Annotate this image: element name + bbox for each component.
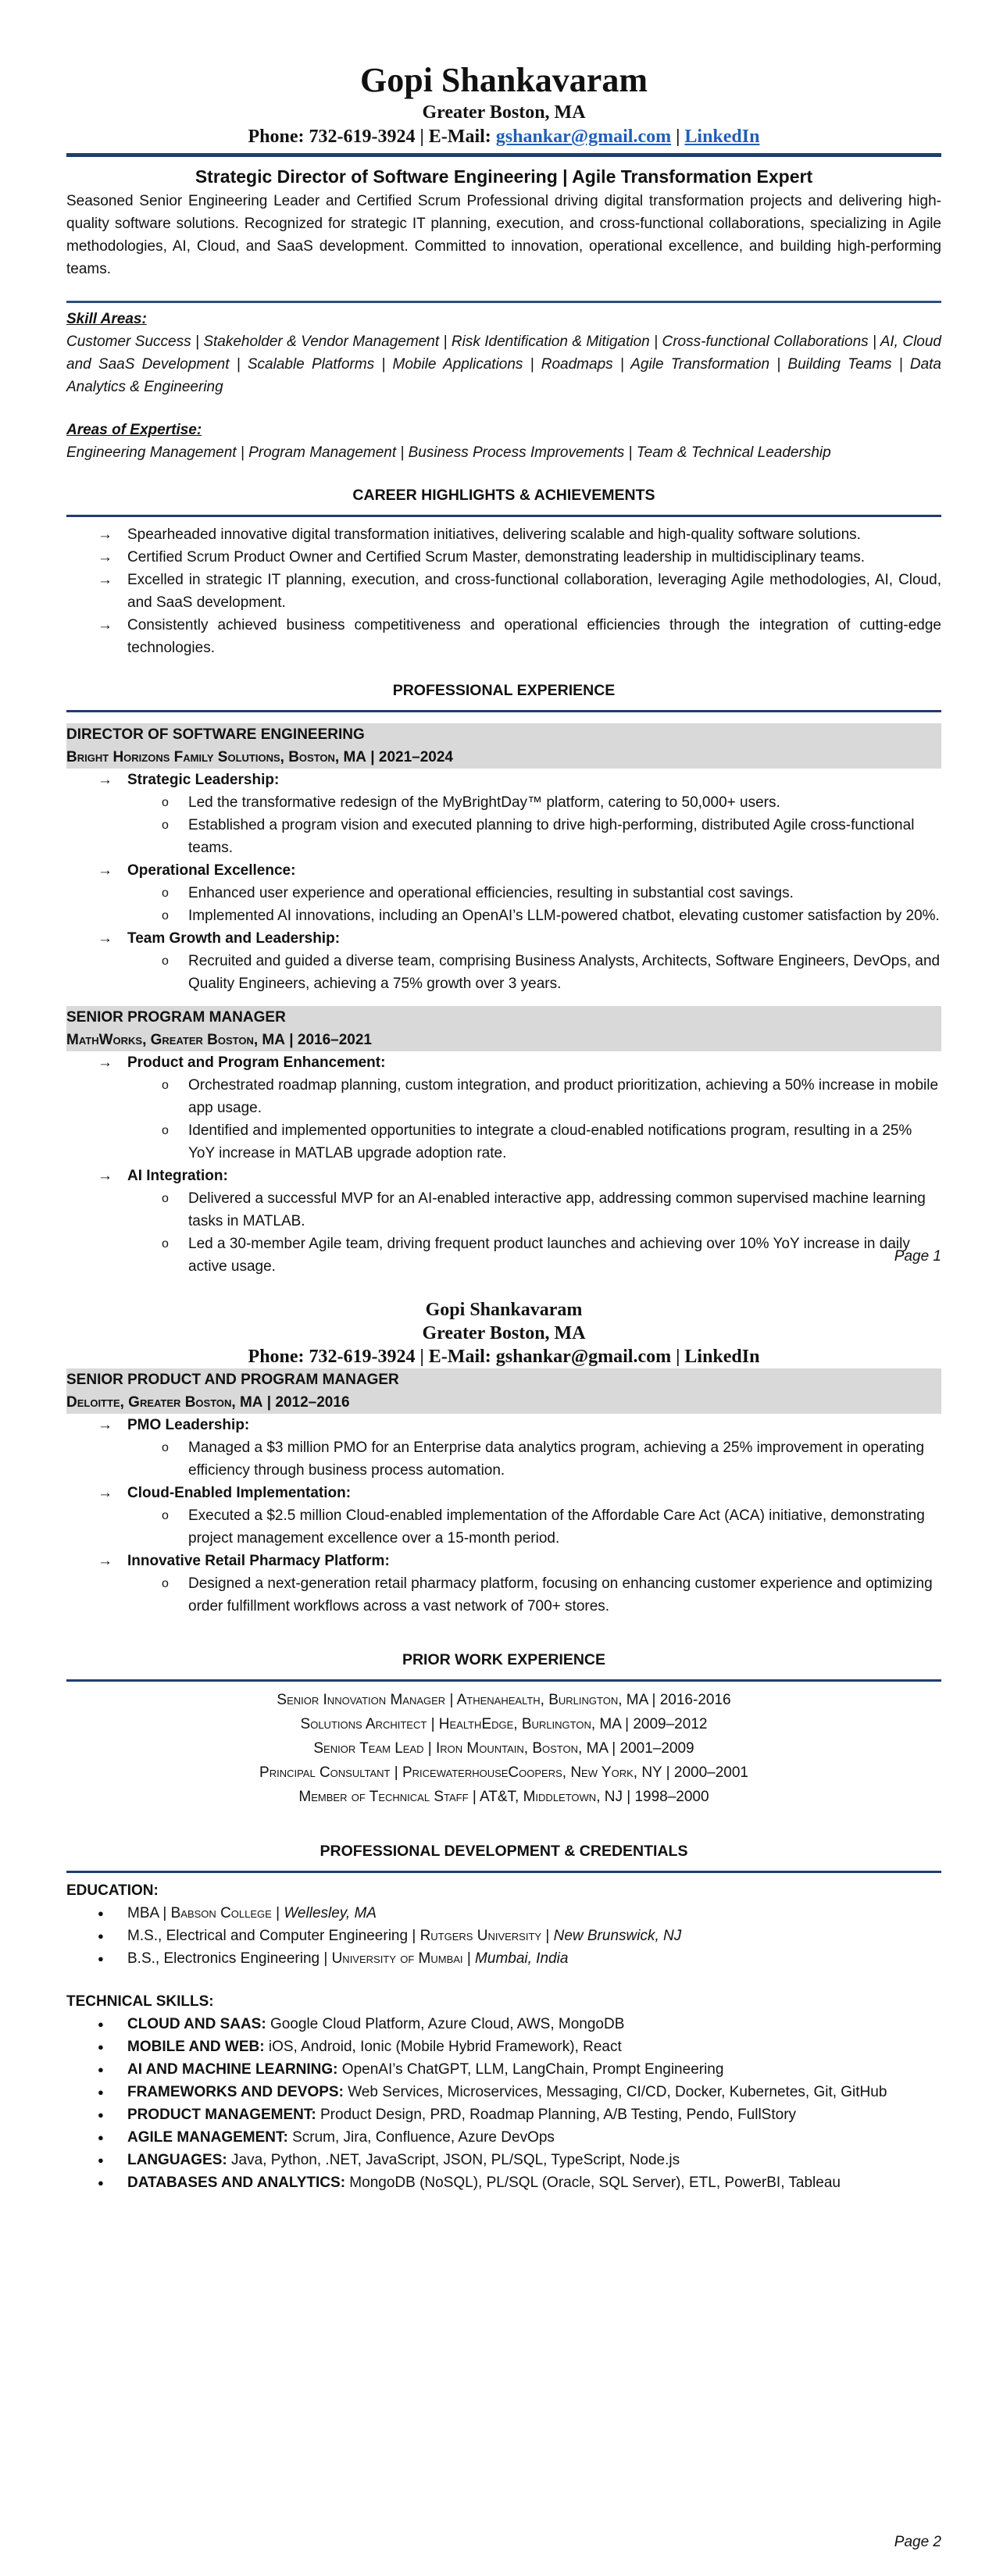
skill-category: FRAMEWORKS AND DEVOPS: (127, 2084, 344, 2100)
linkedin-link[interactable]: LinkedIn (684, 127, 760, 147)
tech-skill-item (98, 2149, 941, 2171)
divider (66, 515, 941, 517)
skill-category: AI AND MACHINE LEARNING: (127, 2061, 338, 2078)
job-company: MathWorks, Greater Boston, MA (66, 1032, 285, 1048)
job-company: Deloitte, Greater Boston, MA (66, 1394, 263, 1411)
category-heading: → Cloud-Enabled Implementation: (127, 1485, 352, 1501)
education-item: ● MBA | Babson College | Wellesley, MA (98, 1902, 941, 1925)
location: Greater Boston, MA (422, 1323, 586, 1343)
contact-line (66, 125, 941, 148)
job-category (98, 927, 941, 995)
email-link[interactable]: gshankar@gmail.com (495, 127, 672, 147)
job-header (66, 1368, 941, 1414)
page-number: Page 1 (894, 1248, 941, 1265)
skill-areas-label: Skill Areas: (66, 311, 147, 327)
header-divider (66, 153, 941, 157)
job-dates: | 2016–2021 (285, 1032, 372, 1048)
achievement-list (127, 1504, 941, 1550)
skill-values: iOS, Android, Ionic (Mobile Hybrid Framework), React (264, 2039, 622, 2055)
expertise-label: Areas of Expertise: (66, 422, 202, 438)
contact-line: Phone: 732-619-3924 | E-Mail: gshankar@gmail.com | LinkedIn (248, 1347, 760, 1367)
skill-values: MongoDB (NoSQL), PL/SQL (Oracle, SQL Server), ETL, PowerBI, Tableau (345, 2175, 841, 2191)
category-heading: → Operational Excellence: (127, 862, 296, 879)
school: Rutgers University (419, 1928, 542, 1944)
degree: M.S., Electrical and Computer Engineering | (127, 1928, 420, 1944)
achievement-list (127, 791, 941, 859)
headline: Strategic Director of Software Engineering | Agile Transformation Expert (195, 166, 813, 187)
job-dates: | 2021–2024 (366, 749, 453, 765)
separator: | (671, 127, 685, 147)
job-categories (66, 1414, 941, 1618)
education-item: ● B.S., Electronics Engineering | University of Mumbai | Mumbai, India (98, 1947, 941, 1970)
tech-skill-item (98, 2013, 941, 2035)
job-category (98, 1550, 941, 1618)
achievement-item: o Designed a next-generation retail pharmacy platform, focusing on enhancing customer experience and optimizing order fulfillment workflows across a vast network of 700+ stores. (159, 1572, 941, 1618)
job-category (98, 1051, 941, 1165)
job-categories (66, 1051, 941, 1278)
education-item: ● M.S., Electrical and Computer Engineering | Rutgers University | New Brunswick, NJ (98, 1925, 941, 1947)
job-category (98, 1482, 941, 1550)
job-category (98, 1165, 941, 1278)
highlight-item: → Consistently achieved business competitiveness and operational efficiencies through the integration of cutting-edge technologies. (98, 614, 941, 659)
skill-values: Google Cloud Platform, Azure Cloud, AWS, MongoDB (266, 2016, 625, 2032)
achievement-item: o Delivered a successful MVP for an AI-enabled interactive app, addressing common supervised machine learning tasks in MATLAB. (159, 1187, 941, 1233)
achievement-item: o Implemented AI innovations, including an OpenAI’s LLM-powered chatbot, elevating customer satisfaction by 20%. (159, 904, 941, 927)
skill-values: Product Design, PRD, Roadmap Planning, A/B Testing, Pendo, FullStory (316, 2107, 797, 2123)
job-header (66, 723, 941, 769)
achievement-item: o Managed a $3 million PMO for an Enterprise data analytics program, achieving a 25% improvement in operating efficiency through business process automation. (159, 1436, 941, 1482)
tech-skill-item (98, 2081, 941, 2103)
job-category (98, 769, 941, 859)
skill-values: OpenAI’s ChatGPT, LLM, LangChain, Prompt Engineering (337, 2061, 724, 2078)
job-title: DIRECTOR OF SOFTWARE ENGINEERING (66, 726, 365, 743)
highlight-item: → Spearheaded innovative digital transformation initiatives, delivering scalable and high-quality software solutions. (98, 523, 941, 546)
resume-page-2 (66, 1298, 941, 2194)
education-list (66, 1902, 941, 1970)
category-heading: → AI Integration: (127, 1168, 228, 1184)
job-title: SENIOR PRODUCT AND PROGRAM MANAGER (66, 1372, 399, 1388)
education-label: EDUCATION: (66, 1882, 159, 1899)
achievement-list (127, 950, 941, 995)
job-company-line (66, 1029, 941, 1051)
experience-heading: PROFESSIONAL EXPERIENCE (392, 682, 616, 699)
prior-job: Senior Innovation Manager | Athenahealth, Burlington, MA | 2016-2016 (277, 1692, 731, 1708)
job-company: Bright Horizons Family Solutions, Boston, MA (66, 749, 367, 765)
tech-skills-label: TECHNICAL SKILLS: (66, 1993, 214, 2010)
highlight-item: → Excelled in strategic IT planning, execution, and cross-functional collaboration, leveraging Agile methodologies, AI, Cloud, and SaaS development. (98, 569, 941, 614)
highlight-item: → Certified Scrum Product Owner and Certified Scrum Master, demonstrating leadership in multidisciplinary teams. (98, 546, 941, 569)
job-dates: | 2012–2016 (262, 1394, 350, 1411)
achievement-item: o Established a program vision and executed planning to drive high-performing, distributed Agile cross-functional teams. (159, 814, 941, 859)
prior-list (66, 1688, 941, 1809)
skill-category: LANGUAGES: (127, 2152, 227, 2168)
tech-skill-item (98, 2058, 941, 2081)
school-location: Wellesley, MA (284, 1905, 377, 1921)
school: University of Mumbai (331, 1950, 463, 1967)
school-location: New Brunswick, NJ (553, 1928, 682, 1944)
credentials-heading: PROFESSIONAL DEVELOPMENT & CREDENTIALS (320, 1843, 688, 1860)
location: Greater Boston, MA (422, 102, 586, 123)
degree: B.S., Electronics Engineering | (127, 1950, 332, 1967)
skill-category: MOBILE AND WEB: (127, 2039, 265, 2055)
job-title: SENIOR PROGRAM MANAGER (66, 1009, 286, 1026)
tech-skills-list (66, 2013, 941, 2194)
achievement-item: o Led the transformative redesign of the MyBrightDay™ platform, catering to 50,000+ users. (159, 791, 941, 814)
tech-skill-item (98, 2171, 941, 2194)
skill-category: PRODUCT MANAGEMENT: (127, 2107, 316, 2123)
candidate-name: Gopi Shankavaram (425, 1300, 583, 1320)
degree: MBA | (127, 1905, 171, 1921)
category-heading: → Team Growth and Leadership: (127, 930, 341, 947)
divider (66, 301, 941, 303)
summary: Seasoned Senior Engineering Leader and Certified Scrum Professional driving digital transformation projects and delivering high-quality software solutions. Recognized for strategic IT planning, execution, and cross-functional collaborations, specializing in Agile methodologies, AI, Cloud, and SaaS development. Committed to innovation, operational excellence, and building high-performing teams. (66, 193, 941, 277)
achievement-list (127, 1187, 941, 1278)
achievement-list (127, 1074, 941, 1165)
resume-page-1 (66, 61, 941, 1278)
skill-category: CLOUD AND SAAS: (127, 2016, 266, 2032)
divider (66, 1679, 941, 1682)
jobs-list (66, 723, 941, 1278)
phone-label: Phone: 732-619-3924 | E-Mail: (248, 127, 496, 147)
school: Babson College (170, 1905, 272, 1921)
achievement-item: o Identified and implemented opportunities to integrate a cloud-enabled notifications program, resulting in a 25% YoY increase in MATLAB upgrade adoption rate. (159, 1119, 941, 1165)
category-heading: → Strategic Leadership: (127, 772, 280, 788)
prior-job: Member of Technical Staff | AT&T, Middletown, NJ | 1998–2000 (298, 1789, 709, 1805)
tech-skill-item (98, 2126, 941, 2149)
expertise-text: Engineering Management | Program Management | Business Process Improvements | Team & Technical Leadership (66, 444, 831, 461)
page-number: Page 2 (894, 2534, 941, 2550)
prior-job: Principal Consultant | PricewaterhouseCoopers, New York, NY | 2000–2001 (259, 1764, 748, 1781)
achievement-item: o Orchestrated roadmap planning, custom integration, and product prioritization, achieving a 50% increase in mobile app usage. (159, 1074, 941, 1119)
skill-values: Java, Python, .NET, JavaScript, JSON, PL/SQL, TypeScript, Node.js (227, 2152, 680, 2168)
skill-category: AGILE MANAGEMENT: (127, 2129, 288, 2146)
skill-areas-text: Customer Success | Stakeholder & Vendor Management | Risk Identification & Mitigation | Cross-functional Collaborations | AI, Cloud and SaaS Development | Scalable Platforms | Mobile Applications | Roadmaps | Agile Transformation | Building Teams | Data Analytics & Engineering (66, 334, 941, 395)
prior-job: Senior Team Lead | Iron Mountain, Boston, MA | 2001–2009 (313, 1740, 694, 1757)
skill-category: DATABASES AND ANALYTICS: (127, 2175, 346, 2191)
achievement-item: o Led a 30-member Agile team, driving frequent product launches and achieving over 10% YoY increase in daily active usage. (159, 1233, 941, 1278)
school-location: Mumbai, India (475, 1950, 569, 1967)
prior-job: Solutions Architect | HealthEdge, Burlington, MA | 2009–2012 (300, 1716, 708, 1732)
tech-skill-item (98, 2035, 941, 2058)
job-company-line (66, 746, 941, 769)
candidate-name: Gopi Shankavaram (360, 61, 648, 99)
job-company-line (66, 1391, 941, 1414)
category-heading: → Product and Program Enhancement: (127, 1054, 386, 1071)
job-category (98, 1414, 941, 1482)
achievement-list (127, 1572, 941, 1618)
achievement-list (127, 1436, 941, 1482)
divider (66, 1871, 941, 1873)
prior-heading: PRIOR WORK EXPERIENCE (402, 1651, 606, 1668)
tech-skill-item (98, 2103, 941, 2126)
category-heading: → PMO Leadership: (127, 1417, 250, 1433)
highlights-list (66, 523, 941, 659)
achievement-list (127, 882, 941, 927)
divider (66, 710, 941, 712)
category-heading: → Innovative Retail Pharmacy Platform: (127, 1553, 390, 1569)
achievement-item: o Executed a $2.5 million Cloud-enabled implementation of the Affordable Care Act (ACA) initiative, demonstrating project management excellence over a 15-month period. (159, 1504, 941, 1550)
job-categories (66, 769, 941, 995)
achievement-item: o Recruited and guided a diverse team, comprising Business Analysts, Architects, Software Engineers, DevOps, and Quality Engineers, achieving a 75% growth over 3 years. (159, 950, 941, 995)
highlights-heading: CAREER HIGHLIGHTS & ACHIEVEMENTS (352, 487, 655, 504)
job-category (98, 859, 941, 927)
achievement-item: o Enhanced user experience and operational efficiencies, resulting in substantial cost savings. (159, 882, 941, 904)
jobs-list (66, 1368, 941, 1618)
skill-values: Web Services, Microservices, Messaging, CI/CD, Docker, Kubernetes, Git, GitHub (343, 2084, 887, 2100)
job-header (66, 1006, 941, 1051)
skill-values: Scrum, Jira, Confluence, Azure DevOps (287, 2129, 555, 2146)
